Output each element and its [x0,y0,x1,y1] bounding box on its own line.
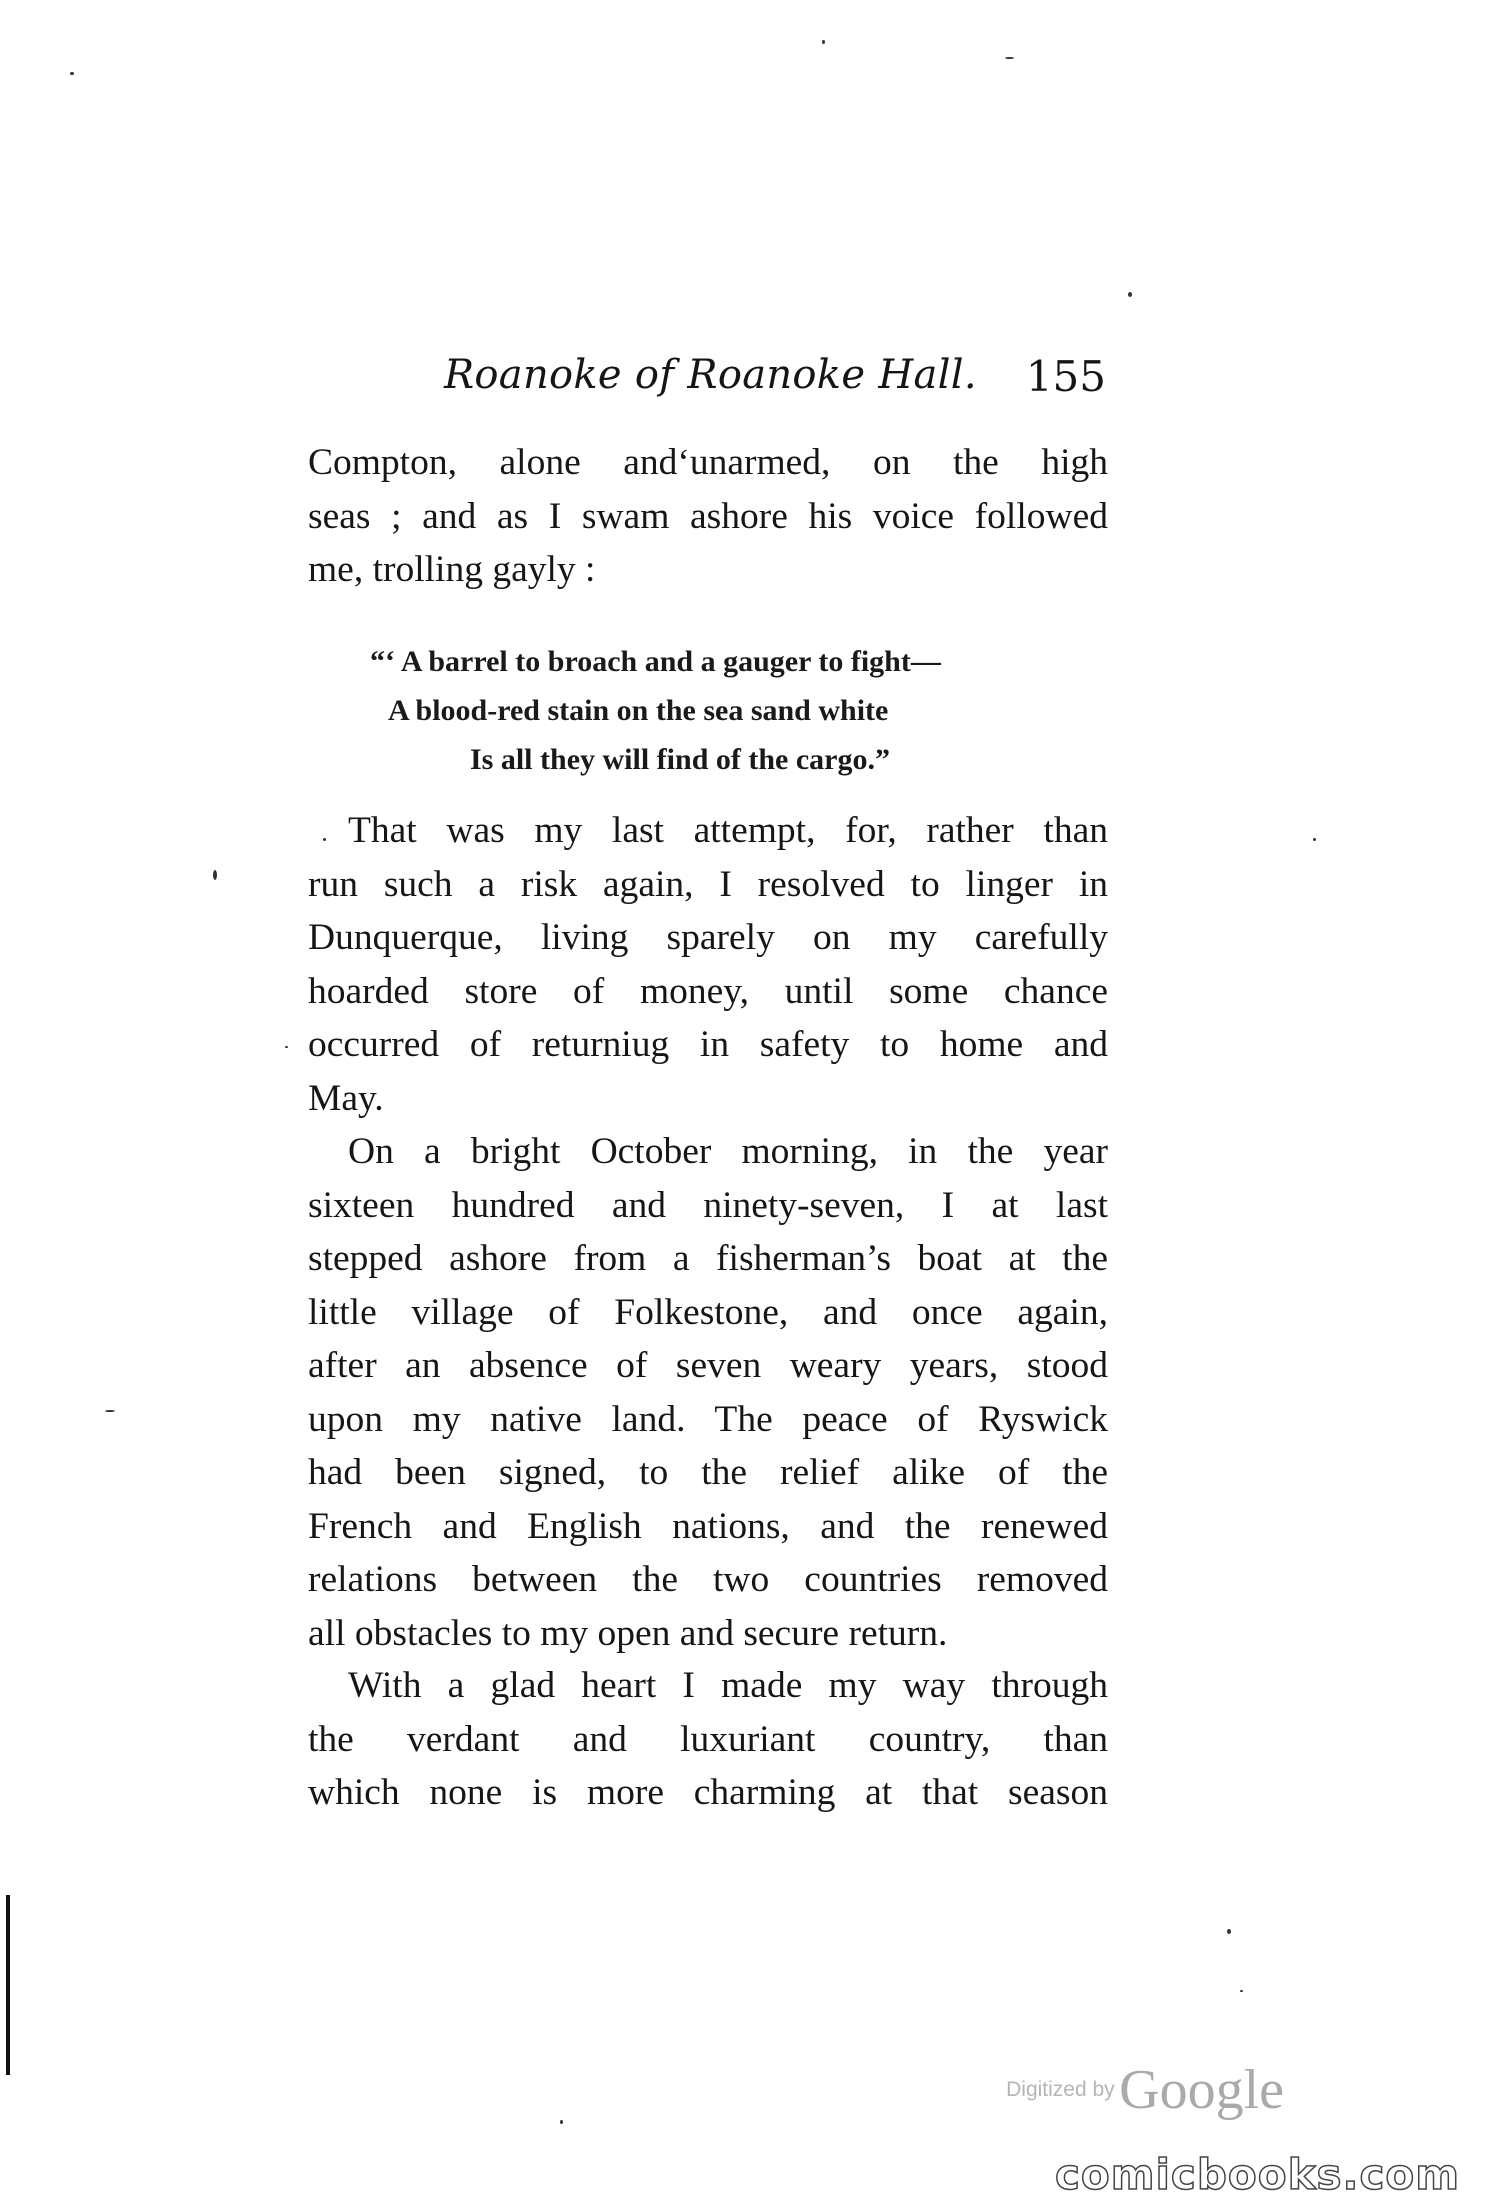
scan-speck [1005,57,1014,59]
text-line: That was my last attempt, for, rather than [348,810,1108,851]
text-line: little village of Folkestone, and once again, [308,1291,1108,1333]
page-header [438,352,1116,416]
text-line: With a glad heart I made my way through [348,1665,1108,1706]
text-line: Dunquerque, living sparely on my carefully [308,917,1108,958]
text-line: French and English nations, and the renewed [308,1505,1108,1547]
text-line: me, trolling gayly : [308,549,596,590]
text-line: run such a risk again, I resolved to linger in [308,863,1108,905]
scan-speck [105,1410,115,1412]
text-line: Compton, alone and‘unarmed, on the high [308,442,1108,483]
text-line: after an absence of seven weary years, stood [308,1345,1108,1386]
text-line: seas ; and as I swam ashore his voice followed [308,495,1108,537]
page-number: 155 [1025,352,1106,401]
digitized-label: Digitized by [1006,2078,1115,2101]
text-line: all obstacles to my open and secure return. [308,1612,948,1654]
text-line: hoarded store of money, until some chance [308,970,1108,1012]
paragraph-4 [308,1659,1108,1820]
page-edge-shadow [6,1895,10,2075]
paragraph-3 [308,1125,1108,1660]
text-line: occurred of returniug in safety to home and [308,1024,1108,1065]
running-title: Roanoke of Roanoke Hall. [444,352,977,398]
verse-line: Is all they will find of the cargo.” [470,743,890,776]
scan-speck [1313,838,1316,841]
text-line: relations between the two countries removed [308,1559,1108,1600]
scan-speck [285,1046,288,1048]
verse-line: A blood-red stain on the sea sand white [388,694,889,727]
verse-quotation [370,637,941,784]
text-line: sixteen hundred and ninety-seven, I at last [308,1184,1108,1226]
scan-speck [1128,292,1132,297]
text-line: had been signed, to the relief alike of the [308,1452,1108,1493]
paragraph-1 [308,436,1108,597]
text-line: May. [308,1077,384,1119]
paragraph-2 [308,804,1108,1125]
scan-speck [213,870,217,880]
site-watermark: comicbooks.com [1055,2150,1460,2199]
scan-speck [1240,1990,1243,1992]
scan-speck [822,40,825,44]
scan-speck [70,72,74,75]
digitized-by-google-watermark [1006,2058,1284,2122]
text-line: the verdant and luxuriant country, than [308,1718,1108,1760]
text-line: upon my native land. The peace of Ryswick [308,1398,1108,1440]
scan-speck [1227,1929,1231,1934]
text-line: On a bright October morning, in the year [348,1131,1108,1172]
verse-line: “‘ A barrel to broach and a gauger to fight— [370,645,941,678]
google-logo: Google [1119,2059,1284,2121]
text-line: which none is more charming at that season [308,1772,1108,1813]
scan-speck [560,2120,563,2124]
text-line: stepped ashore from a fisherman’s boat at the [308,1238,1108,1279]
